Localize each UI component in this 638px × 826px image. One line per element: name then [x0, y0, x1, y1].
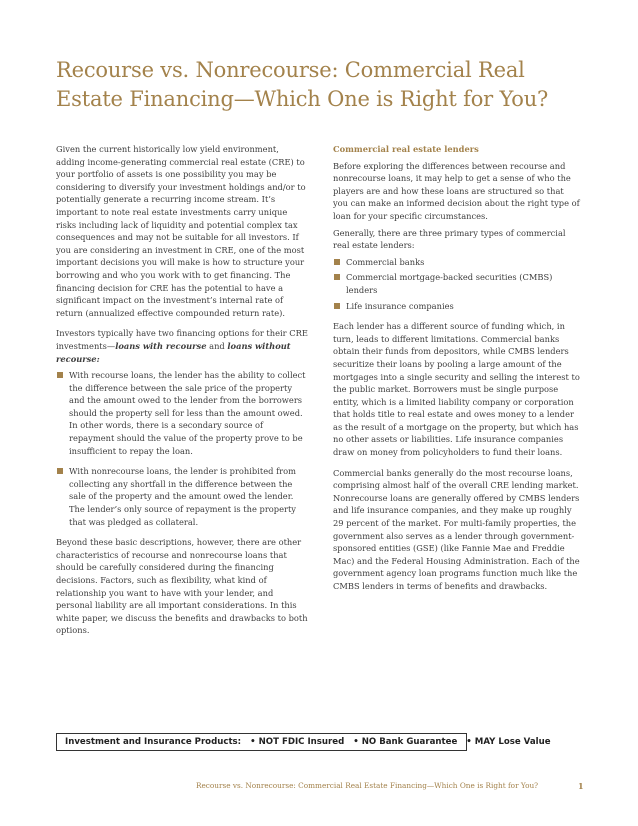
page-number: 1	[578, 781, 584, 791]
market-share-paragraph: Commercial banks generally do the most recourse loans, comprising almost half of the overall CRE lending market. Nonrecourse loans are generally offered by CMBS lenders and life insurance companies, and they make up roughly 29 percent of the market. For multi-family properties, the government also serves as a lender through government-sponsored entities (GSE) (like Fannie Mae and Freddie Mac) and the Federal Housing Administration. Each of the government agency loan programs function much like the CMBS lenders in terms of benefits and drawbacks.	[333, 467, 580, 591]
disclaimer-item-value: • MAY Lose Value	[466, 737, 551, 747]
square-bullet-icon	[57, 372, 63, 378]
lender-types-paragraph: Generally, there are three primary types of commercial real estate lenders:	[333, 227, 566, 251]
square-bullet-icon	[334, 274, 340, 280]
list-item-text: Life insurance companies	[346, 300, 454, 311]
list-item-text: Commercial banks	[346, 256, 425, 267]
list-item-text: With nonrecourse loans, the lender is prohibited from collecting any shortfall in the difference between the sale of the property and the amount owed the lender. The lender’s only source of repayment is the property that was pledged as collateral.	[69, 466, 296, 527]
intro-paragraph: Given the current historically low yield environment, adding income-generating commercial real estate (CRE) to your portfolio of assets is one possibility you may be considering to diversify your investment holdings and/or to potentially generate a recurring income stream. It’s important to note real estate investments carry unique risks including lack of liquidity and potential complex tax consequences and may not be suitable for all investors. If you are considering an investment in CRE, one of the most important decisions you will make is how to structure your borrowing and who you work with to get financing. The financing decision for CRE has the potential to have a significant impact on the investment’s internal rate of return (annualized effective compounded return rate).	[56, 144, 306, 318]
considerations-paragraph: Beyond these basic descriptions, however, there are other characteristics of recourse and nonrecourse loans that should be carefully considered during the financing decisions. Factors, such as flexibility, what kind of relationship you want to have with your lender, and personal liability are all important considerations. In this white paper, we discuss the benefits and drawbacks to both options.	[56, 537, 308, 636]
investment-disclaimer-box	[56, 733, 551, 751]
loan-type-list	[56, 369, 308, 528]
loans-with-recourse-emphasis: loans with recourse	[115, 340, 207, 351]
list-item-text: Commercial mortgage-backed securities (CMBS) lenders	[346, 272, 553, 295]
financing-options-and: and	[206, 340, 228, 351]
list-item-text: With recourse loans, the lender has the ability to collect the difference between the sale price of the property and the amount owed to the lender from the borrowers should the property sell for less than the amount owed. In other words, there is a secondary source of repayment should the value of the property prove to be insufficient to repay the loan.	[69, 370, 306, 456]
list-item	[56, 369, 308, 457]
page-title: Recourse vs. Nonrecourse: Commercial Real Estate Financing—Which One is Right for You?	[56, 58, 549, 111]
list-item	[333, 271, 581, 296]
square-bullet-icon	[334, 259, 340, 265]
funding-sources-paragraph: Each lender has a different source of funding which, in turn, leads to different limitations. Commercial banks obtain their funds from depositors, while CMBS lenders securitize their loans by pooling a large amount of the mortgages into a single security and selling the interest to the public market. Borrowers must be single purpose entity, which is a limited liability company or corporation that holds title to real estate and owes money to a lender as the result of a mortgage on the property, but which has no other assets or liabilities. Life insurance companies draw on money from policyholders to fund their loans.	[333, 321, 580, 458]
disclaimer-item-guarantee: • NO Bank Guarantee	[353, 737, 458, 747]
list-item	[333, 256, 581, 269]
left-column	[56, 143, 308, 645]
square-bullet-icon	[334, 303, 340, 309]
disclaimer-item-fdic: • NOT FDIC Insured	[250, 737, 345, 747]
section-heading: Commercial real estate lenders	[333, 144, 479, 154]
financing-options-paragraph	[56, 327, 308, 365]
loans-without-recourse-emphasis: loans without recourse:	[56, 340, 291, 364]
lender-list	[333, 256, 581, 312]
list-item	[56, 465, 308, 528]
right-column	[333, 143, 581, 601]
square-bullet-icon	[57, 468, 63, 474]
list-item	[333, 300, 581, 313]
footer-title: Recourse vs. Nonrecourse: Commercial Real Estate Financing—Which One is Right for You?	[196, 781, 539, 790]
financing-options-lead: Investors typically have two financing options for their CRE investments—	[56, 328, 308, 351]
disclaimer-label: Investment and Insurance Products:	[65, 737, 242, 747]
lenders-intro-paragraph: Before exploring the differences between recourse and nonrecourse loans, it may help to get a sense of who the players are and how these loans are structured so that you can make an informed decision about the right type of loan for your specific circumstances.	[333, 160, 580, 221]
